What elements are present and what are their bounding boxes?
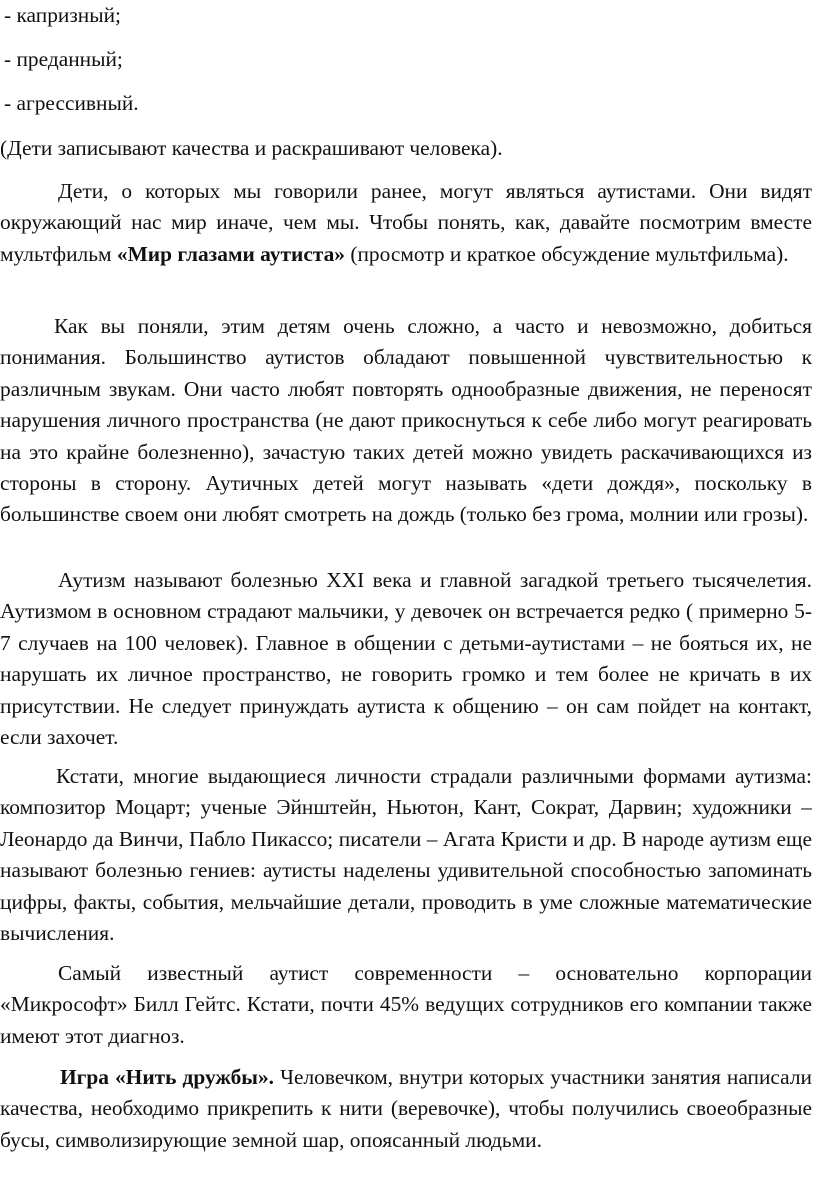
game-description: Человечком, внутри которых участники занятия написали качества, необходимо прикрепить к нити (веревочке), чтобы получились своеобразные бусы, символизирующие земной шар, опоясанный людьми. [0, 1065, 812, 1152]
paragraph-disease-of-century: Аутизм называют болезнью XXI века и главной загадкой третьего тысячелетия. Аутизмом в основном страдают мальчики, у девочек он встречается редко ( примерно 5-7 случаев на 100 человек). Главное в общении с детьми-аутистами – не бояться их, не нарушать их личное пространство, не говорить громко и тем более не кричать в их присутствии. Не следует принуждать аутиста к общению – он сам пойдет на контакт, если захочет. [0, 568, 812, 750]
paragraph-bill-gates: Самый известный аутист современности – основательно корпорации «Микрософт» Билл Гейтс. Кстати, почти 45% ведущих сотрудников его компании также имеют этот диагноз. [0, 961, 812, 1048]
list-item-capricious: - капризный; [4, 3, 122, 27]
paragraph-understanding: Как вы поняли, этим детям очень сложно, а часто и невозможно, добиться понимания. Большинство аутистов обладают повышенной чувствительностью к различным звукам. Они часто любят повторять однообразные движения, не переносят нарушения личного пространства (не дают прикоснуться к себе либо могут реагировать на это крайне болезненно), зачастую таких детей можно увидеть раскачивающихся из стороны в сторону. Аутичных детей могут называть «дети дождя», поскольку в большинстве своем они любят смотреть на дождь (только без грома, молнии или грозы). [0, 314, 812, 527]
paragraph-famous-people: Кстати, многие выдающиеся личности страдали различными формами аутизма: композитор Моцарт; ученые Эйнштейн, Ньютон, Кант, Сократ, Дарвин; художники – Леонардо да Винчи, Пабло Пикассо; писатели – Агата Кристи и др. В народе аутизм еще называют болезнью гениев: аутисты наделены удивительной способностью запоминать цифры, факты, события, мельчайшие детали, проводить в уме сложные математические вычисления. [0, 764, 812, 946]
paragraph-friendship-game [0, 1062, 812, 1156]
game-title: Игра «Нить дружбы». [60, 1065, 275, 1089]
paragraph-cartoon-text: Дети, о которых мы говорили ранее, могут являться аутистами. Они видят окружающий нас мир иначе, чем мы. Чтобы понять, как, давайте посмотрим вместе мультфильм [0, 179, 812, 266]
activity-note: (Дети записывают качества и раскрашивают человека). [0, 136, 503, 160]
list-item-aggressive: - агрессивный. [4, 91, 139, 115]
cartoon-title: «Мир глазами аутиста» [116, 241, 345, 266]
paragraph-cartoon [0, 176, 812, 270]
paragraph-cartoon-tail: (просмотр и краткое обсуждение мультфильма). [344, 241, 789, 266]
list-item-devoted: - преданный; [4, 47, 123, 71]
